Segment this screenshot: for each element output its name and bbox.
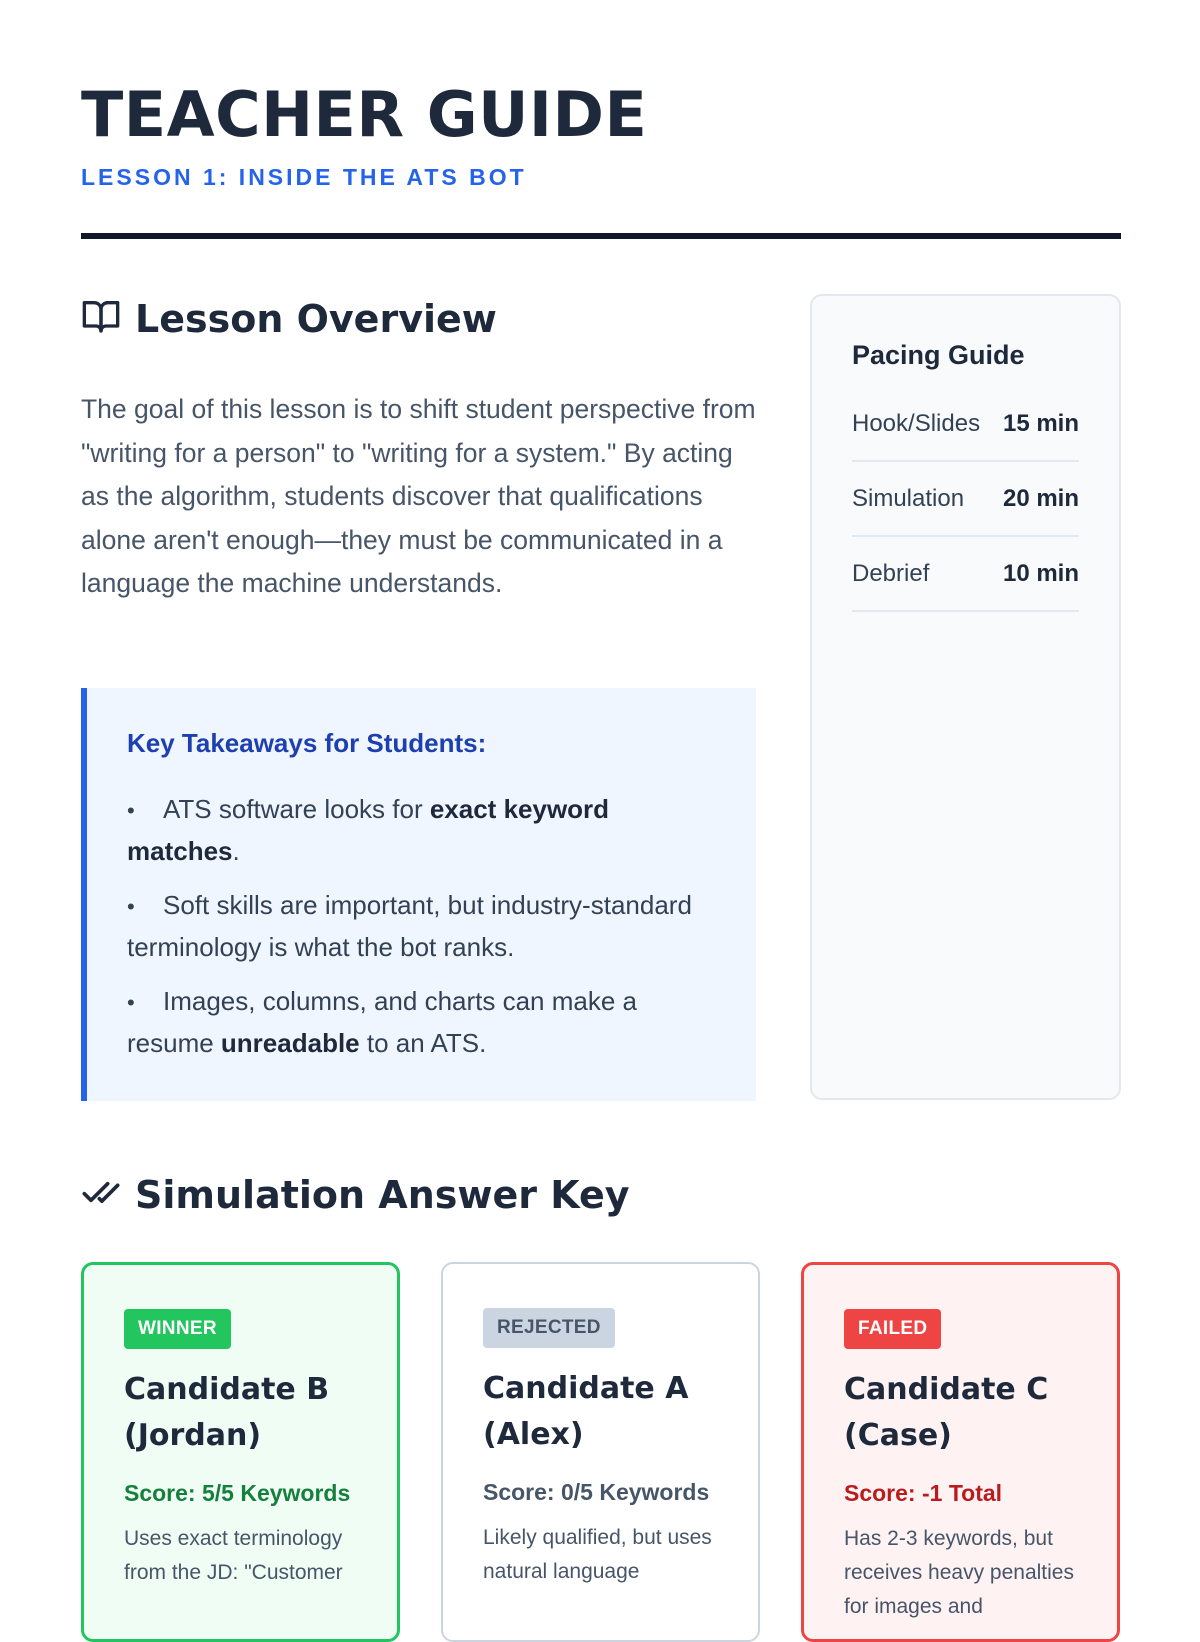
- bullet-icon: •: [127, 990, 135, 1015]
- pacing-time: 15 min: [1002, 409, 1079, 437]
- candidate-card-winner: [81, 1262, 400, 1642]
- pacing-guide-title: Pacing Guide: [852, 340, 1025, 370]
- list-item: • Soft skills are important, but industry-standard terminology is what the bot ranks.: [127, 885, 706, 967]
- candidate-score: Score: 5/5 Keywords: [124, 1480, 351, 1506]
- lesson-subtitle: LESSON 1: INSIDE THE ATS BOT: [81, 164, 527, 190]
- candidate-card-failed: [801, 1262, 1120, 1642]
- list-item: • Images, columns, and charts can make a resume unreadable to an ATS.: [127, 981, 706, 1063]
- answer-key-title: Simulation Answer Key: [135, 1172, 630, 1217]
- page-title: TEACHER GUIDE: [81, 78, 648, 151]
- pacing-row: [852, 537, 1079, 612]
- pacing-row: [852, 387, 1079, 462]
- key-takeaways-box: [81, 688, 756, 1101]
- list-item: • ATS software looks for exact keyword matches.: [127, 789, 706, 871]
- pacing-label: Debrief: [852, 559, 930, 587]
- pacing-label: Hook/Slides: [852, 409, 981, 437]
- bullet-icon: •: [127, 894, 135, 919]
- status-badge: REJECTED: [483, 1308, 615, 1348]
- candidate-name: Candidate B (Jordan): [124, 1372, 330, 1453]
- pacing-time: 10 min: [1002, 559, 1079, 587]
- pacing-guide-panel: [810, 294, 1121, 1100]
- pacing-row: [852, 462, 1079, 537]
- takeaways-heading: Key Takeaways for Students:: [127, 728, 487, 758]
- header-divider: [81, 233, 1121, 239]
- double-check-icon: [81, 1172, 121, 1217]
- candidate-score: Score: -1 Total: [844, 1480, 1003, 1506]
- status-badge: WINNER: [124, 1309, 231, 1349]
- answer-key-heading: [81, 1172, 630, 1217]
- candidate-description: Uses exact terminology from the JD: "Customer: [124, 1527, 343, 1584]
- overview-paragraph: The goal of this lesson is to shift student perspective from "writing for a person" to "writing for a system." By acting as the algorithm, students discover that qualifications alone aren't enough—they must be communicated in a language the machine understands.: [81, 394, 756, 598]
- candidate-description: Likely qualified, but uses natural language: [483, 1526, 712, 1583]
- bullet-icon: •: [127, 798, 135, 823]
- candidate-name: Candidate A (Alex): [483, 1371, 689, 1452]
- status-badge: FAILED: [844, 1309, 941, 1349]
- book-open-icon: [81, 296, 121, 341]
- candidate-cards: [81, 1262, 1121, 1642]
- candidate-score: Score: 0/5 Keywords: [483, 1479, 710, 1505]
- candidate-name: Candidate C (Case): [844, 1372, 1049, 1453]
- takeaways-list: [127, 789, 706, 1063]
- pacing-time: 20 min: [1002, 484, 1079, 512]
- lesson-overview-title: Lesson Overview: [135, 296, 497, 341]
- pacing-label: Simulation: [852, 484, 965, 512]
- lesson-overview-heading: [81, 296, 497, 341]
- candidate-description: Has 2-3 keywords, but receives heavy penalties for images and: [844, 1527, 1074, 1618]
- candidate-card-rejected: [441, 1262, 760, 1642]
